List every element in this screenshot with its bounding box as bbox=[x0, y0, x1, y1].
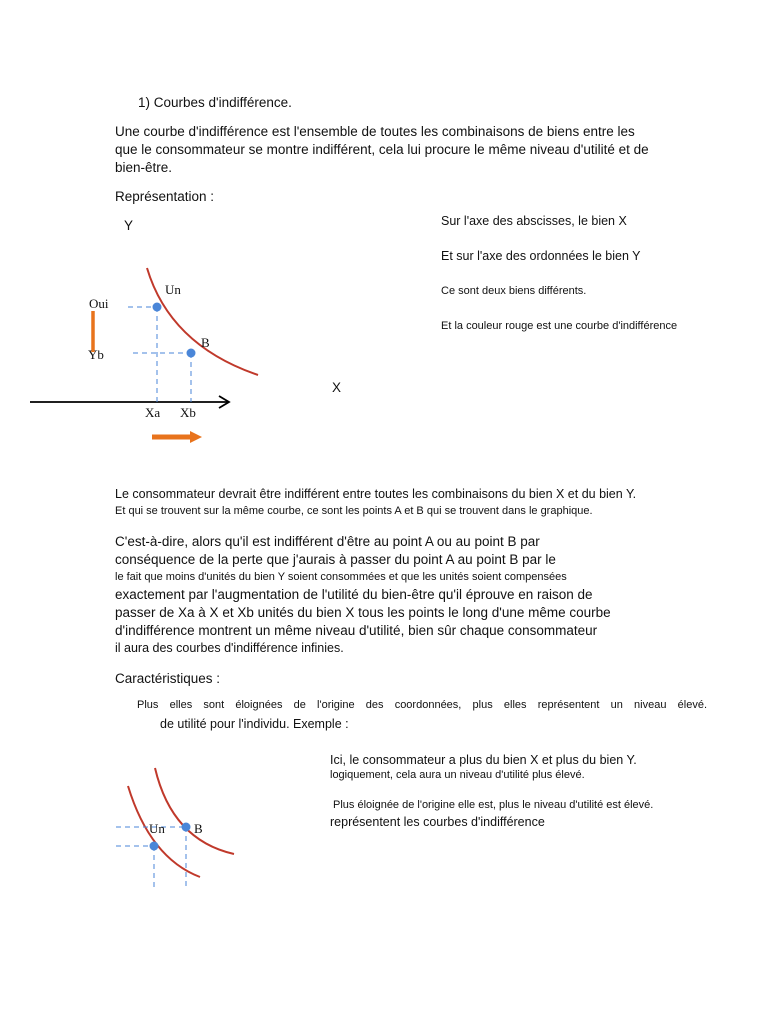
y-axis-label: Y bbox=[124, 218, 134, 233]
para3-line-7: il aura des courbes d'indifférence infinies. bbox=[115, 641, 344, 655]
para3-line-6: d'indifférence montrent un même niveau d'utilité, bien sûr chaque consommateur bbox=[115, 623, 598, 638]
graph2-note-1: Ici, le consommateur a plus du bien X et plus du bien Y. bbox=[330, 753, 637, 767]
graph2-note-3: Plus éloignée de l'origine elle est, plus le niveau d'utilité est élevé. bbox=[333, 799, 654, 811]
characteristics-line-2: de utilité pour l'individu. Exemple : bbox=[160, 717, 349, 731]
para3-line-3: le fait que moins d'unités du bien Y soient consommées et que les unités soient compensées bbox=[115, 571, 567, 583]
graph2-note-2: logiquement, cela aura un niveau d'utilité plus élevé. bbox=[330, 769, 585, 781]
para3-line-2: conséquence de la perte que j'aurais à passer du point A au point B par le bbox=[115, 552, 556, 567]
side-note-4: Et la couleur rouge est une courbe d'indifférence bbox=[441, 320, 678, 332]
point-b-label: B bbox=[201, 335, 210, 350]
side-note-2: Et sur l'axe des ordonnées le bien Y bbox=[441, 249, 641, 263]
yb-label: Yb bbox=[88, 347, 104, 362]
graph2-note-4: représentent les courbes d'indifférence bbox=[330, 815, 545, 829]
representation-title: Représentation : bbox=[115, 189, 215, 204]
intro-line-1: Une courbe d'indifférence est l'ensemble de toutes les combinaisons de biens entre les bbox=[115, 124, 635, 139]
para3-line-1: C'est-à-dire, alors qu'il est indifférent d'être au point A ou au point B par bbox=[115, 534, 540, 549]
x-axis-label: X bbox=[332, 380, 342, 395]
point-b-2 bbox=[182, 823, 191, 832]
ya-label: Oui bbox=[89, 296, 109, 311]
intro-line-3: bien-être. bbox=[115, 160, 173, 175]
characteristics-line-1: Plus elles sont éloignées de l'origine des coordonnées, plus elles représentent un niveau élevé. bbox=[137, 699, 707, 711]
xb-label: Xb bbox=[180, 405, 196, 420]
section-heading: 1) Courbes d'indifférence. bbox=[138, 95, 292, 110]
point-b-2-label: B bbox=[194, 821, 203, 836]
point-a-label: Un bbox=[165, 282, 181, 297]
para3-line-5: passer de Xa à X et Xb unités du bien X tous les points le long d'une même courbe bbox=[115, 605, 611, 620]
characteristics-title: Caractéristiques : bbox=[115, 671, 221, 686]
intro-line-2: que le consommateur se montre indifférent, cela lui procure le même niveau d'utilité et de bbox=[115, 142, 649, 157]
side-note-1: Sur l'axe des abscisses, le bien X bbox=[441, 214, 627, 228]
para3-line-4: exactement par l'augmentation de l'utilité du bien-être qu'il éprouve en raison de bbox=[115, 587, 593, 602]
point-a-2 bbox=[150, 842, 159, 851]
point-a-2-label: Un bbox=[149, 821, 165, 836]
xa-label: Xa bbox=[145, 405, 161, 420]
para2-line-2: Et qui se trouvent sur la même courbe, ce sont les points A et B qui se trouvent dans le graphique. bbox=[115, 505, 593, 517]
indifference-curve-high bbox=[155, 768, 234, 854]
para2-line-1: Le consommateur devrait être indifférent entre toutes les combinaisons du bien X et du bien Y. bbox=[115, 487, 637, 501]
side-note-3: Ce sont deux biens différents. bbox=[441, 285, 587, 297]
